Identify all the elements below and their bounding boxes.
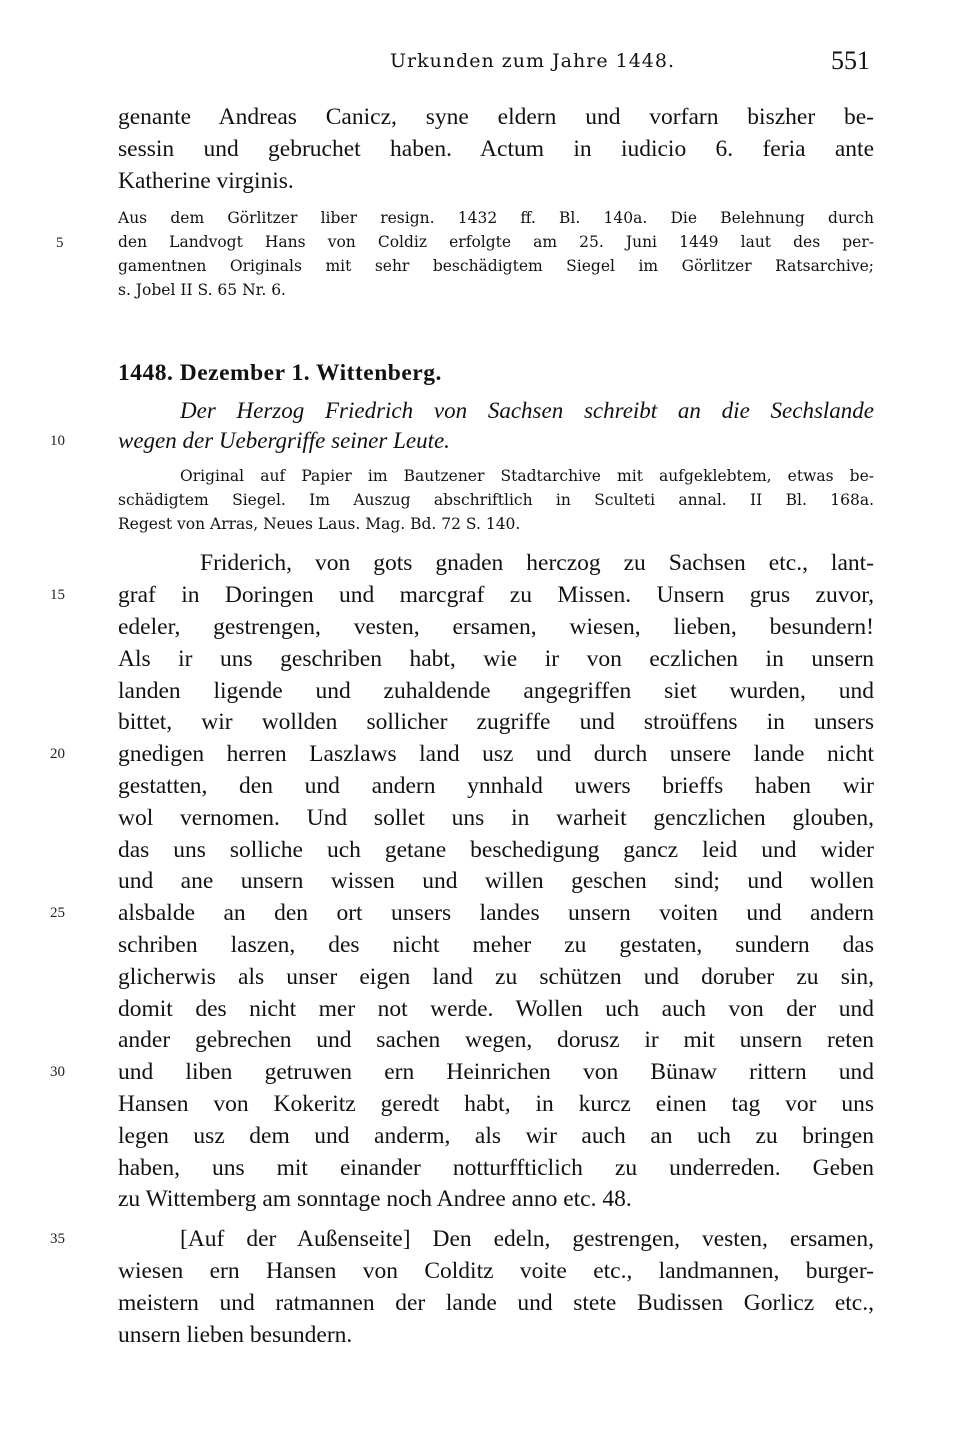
- note-line: s. Jobel II S. 65 Nr. 6.: [118, 281, 286, 299]
- text-line: haben, uns mit einander notturffticlich zu underreden. Geben: [118, 1155, 874, 1181]
- note-line: Aus dem Görlitzer liber resign. 1432 ff. Bl. 140a. Die Belehnung durch: [118, 209, 874, 227]
- text-line: ander gebrechen und sachen wegen, dorusz ir mit unsern reten: [118, 1027, 874, 1053]
- regest-line: Der Herzog Friedrich von Sachsen schreibt an die Sechslande: [180, 398, 874, 423]
- running-title: Urkunden zum Jahre 1448.: [390, 50, 676, 72]
- text-line: landen ligende und zuhaldende angegriffen siet wurden, und: [118, 678, 874, 704]
- text-line: Als ir uns geschriben habt, wie ir von eczlichen in unsern: [118, 646, 874, 672]
- note-line: den Landvogt Hans von Coldiz erfolgte am 25. Juni 1449 laut des per-: [118, 233, 874, 251]
- line-number: 35: [50, 1231, 65, 1247]
- text-line: gestatten, den und andern ynnhald uwers brieffs haben wir: [118, 773, 874, 799]
- address-line: meistern und ratmannen der lande und stete Budissen Gorlicz etc.,: [118, 1290, 874, 1316]
- text-line: schriben laszen, des nicht meher zu gestaten, sundern das: [118, 932, 874, 958]
- text-line: Katherine virginis.: [118, 168, 294, 194]
- line-number: 15: [50, 587, 65, 603]
- line-number: 25: [50, 905, 65, 921]
- text-line: graf in Doringen und marcgraf zu Missen. Unsern grus zuvor,: [118, 582, 874, 608]
- text-line: und ane unsern wissen und willen geschen sind; und wollen: [118, 868, 874, 894]
- text-line: Hansen von Kokeritz geredt habt, in kurcz einen tag vor uns: [118, 1091, 874, 1117]
- text-line: alsbalde an den ort unsers landes unsern voiten und andern: [118, 900, 874, 926]
- text-line: glicherwis als unser eigen land zu schützen und doruber zu sin,: [118, 964, 874, 990]
- text-line: Friderich, von gots gnaden herczog zu Sachsen etc., lant-: [200, 550, 874, 576]
- line-number: 5: [56, 235, 64, 251]
- text-line: domit des nicht mer not werde. Wollen uch auch von der und: [118, 996, 874, 1022]
- address-line: wiesen ern Hansen von Colditz voite etc., landmannen, burger-: [118, 1258, 874, 1284]
- line-number: 20: [50, 746, 65, 762]
- text-line: zu Wittemberg am sonntage noch Andree anno etc. 48.: [118, 1186, 632, 1212]
- text-line: bittet, wir wollden sollicher zugriffe und stroüffens in unsers: [118, 709, 874, 735]
- text-line: und liben getruwen ern Heinrichen von Bünaw rittern und: [118, 1059, 874, 1085]
- text-line: wol vernomen. Und sollet uns in warheit genczlichen glouben,: [118, 805, 874, 831]
- source-line: schädigtem Siegel. Im Auszug abschriftlich in Sculteti annal. II Bl. 168a.: [118, 491, 874, 509]
- source-line: Regest von Arras, Neues Laus. Mag. Bd. 72 S. 140.: [118, 515, 521, 533]
- line-number: 10: [50, 433, 65, 449]
- line-number: 30: [50, 1064, 65, 1080]
- text-line: sessin und gebruchet haben. Actum in iudicio 6. feria ante: [118, 136, 874, 162]
- text-line: genante Andreas Canicz, syne eldern und vorfarn biszher be-: [118, 104, 874, 130]
- note-line: gamentnen Originals mit sehr beschädigtem Siegel im Görlitzer Ratsarchive;: [118, 257, 874, 275]
- document-date-place: 1448. Dezember 1. Wittenberg.: [118, 360, 442, 386]
- text-line: edeler, gestrengen, vesten, ersamen, wiesen, lieben, besundern!: [118, 614, 874, 640]
- page-number: 551: [831, 46, 870, 75]
- source-line: Original auf Papier im Bautzener Stadtarchive mit aufgeklebtem, etwas be-: [180, 467, 874, 485]
- text-line: legen usz dem und anderm, als wir auch an uch zu bringen: [118, 1123, 874, 1149]
- text-line: das uns solliche uch getane beschedigung gancz leid und wider: [118, 837, 874, 863]
- text-line: gnedigen herren Laszlaws land usz und durch unsere lande nicht: [118, 741, 874, 767]
- running-head: [0, 46, 960, 80]
- address-line: [Auf der Außenseite] Den edeln, gestrengen, vesten, ersamen,: [180, 1226, 874, 1252]
- address-line: unsern lieben besundern.: [118, 1322, 353, 1348]
- regest-line: wegen der Uebergriffe seiner Leute.: [118, 428, 450, 453]
